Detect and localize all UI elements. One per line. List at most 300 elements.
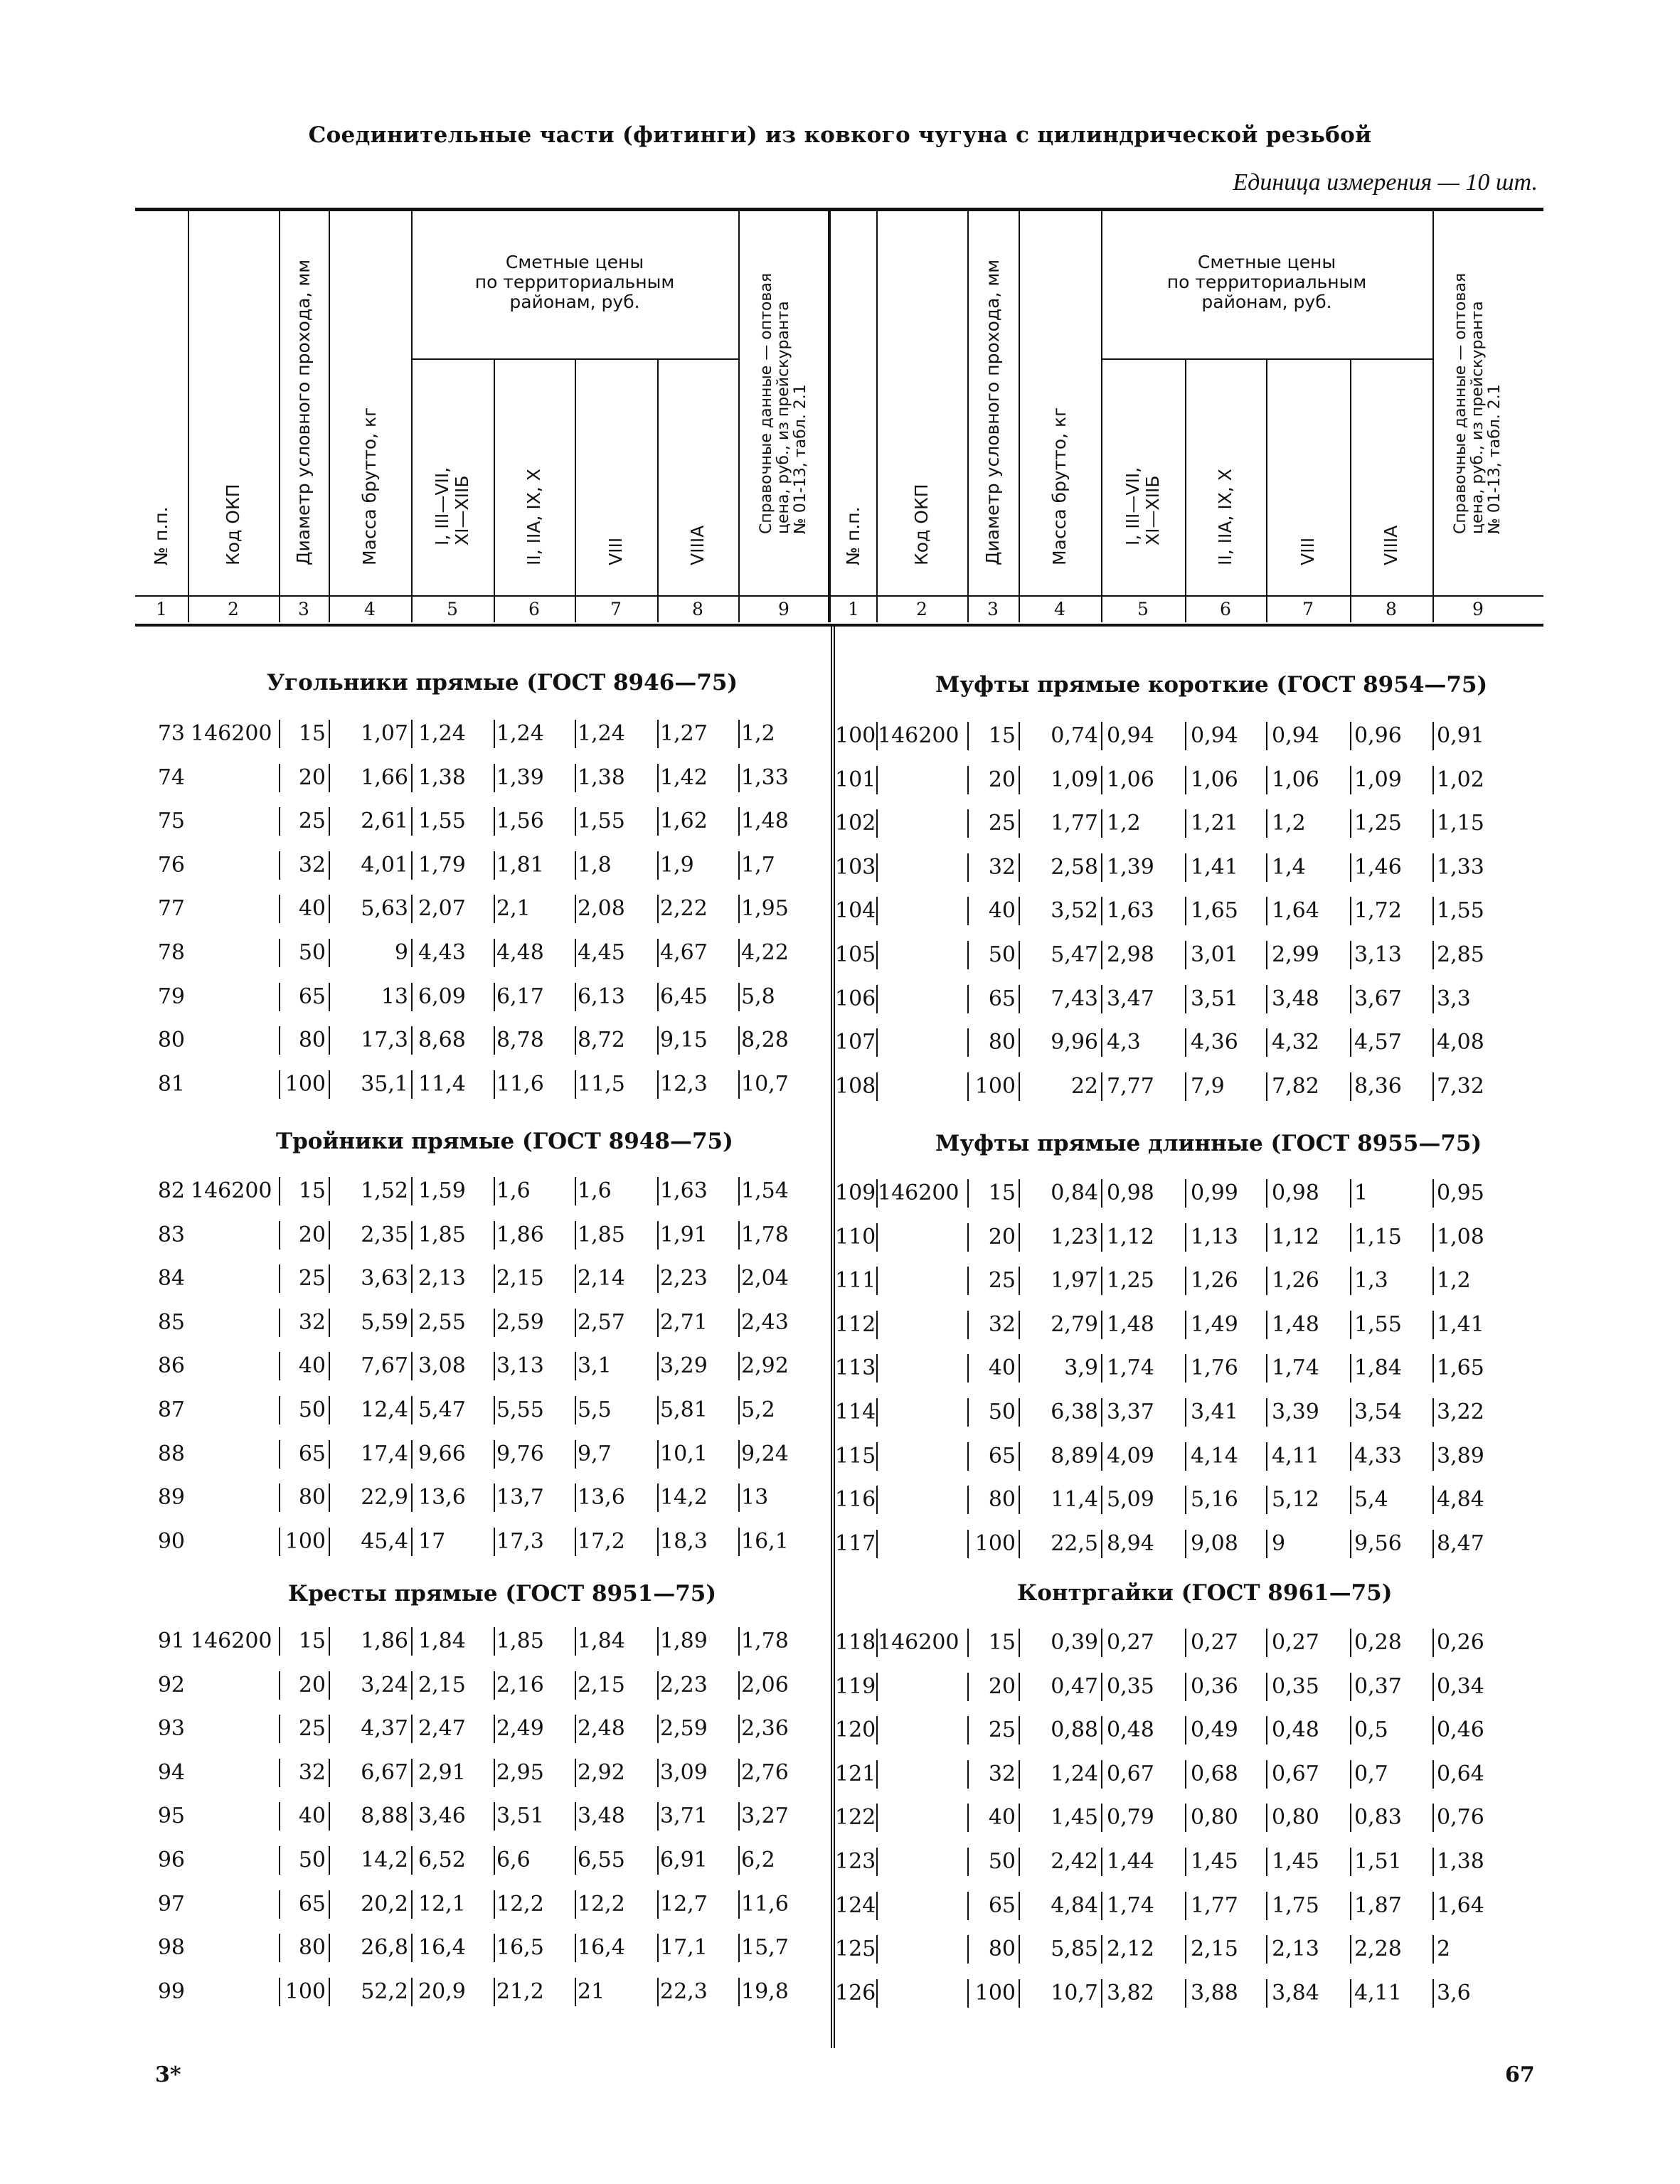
table-cell: 2,48: [578, 1716, 625, 1741]
table-cell: 0,27: [1191, 1630, 1238, 1655]
table-cell: 73: [157, 721, 185, 746]
table-cell: 1,56: [496, 809, 544, 833]
table-cell: 40: [988, 898, 1016, 923]
table-cell: 65: [988, 1893, 1016, 1918]
table-cell: 0,96: [1354, 723, 1402, 748]
table-cell: 10,7: [741, 1072, 789, 1097]
table-cell: 32: [298, 853, 326, 878]
table-cell: 5,63: [361, 896, 408, 921]
table-cell: 84: [157, 1266, 185, 1291]
table-cell: 4,3: [1107, 1030, 1141, 1055]
table-cell: 1,55: [578, 809, 625, 833]
table-cell: 1,48: [1107, 1312, 1154, 1337]
table-cell: 1,38: [418, 765, 466, 790]
table-cell: 5,47: [418, 1397, 466, 1422]
table-cell: 6,67: [361, 1760, 408, 1785]
table-cell: 13: [741, 1485, 769, 1510]
table-cell: 65: [298, 1892, 326, 1917]
table-cell: 5,4: [1354, 1487, 1388, 1512]
table-cell: 1,38: [1437, 1849, 1484, 1874]
table-row: [831, 1259, 1526, 1302]
hdr-r4-label: VIIIА: [687, 525, 708, 565]
table-cell: 3,71: [660, 1804, 708, 1828]
table-cell: 1,48: [741, 809, 789, 833]
table-cell: 146200: [191, 1629, 272, 1653]
table-row: [831, 802, 1526, 845]
table-cell: 8,78: [496, 1028, 544, 1053]
table-cell: 1,62: [660, 809, 708, 833]
table-cell: 80: [988, 1030, 1016, 1055]
table-row: [135, 1708, 831, 1750]
table-cell: 1,48: [1272, 1312, 1319, 1337]
table-cell: 1,09: [1051, 767, 1098, 792]
num-9: 9: [778, 599, 790, 619]
table-cell: 8,88: [361, 1804, 408, 1828]
table-cell: 0,5: [1354, 1717, 1388, 1742]
table-cell: 3,13: [1354, 942, 1402, 967]
table-cell: 1,55: [1354, 1312, 1402, 1337]
num-5: 5: [1137, 599, 1149, 619]
table-cell: 80: [157, 1028, 185, 1053]
table-cell: 1,52: [361, 1178, 408, 1203]
table-cell: 9,96: [1051, 1030, 1098, 1055]
table-cell: 2,49: [496, 1716, 544, 1741]
table-cell: 125: [835, 1937, 876, 1961]
table-cell: 1,65: [1191, 898, 1238, 923]
table-cell: 1,06: [1191, 767, 1238, 792]
num-4: 4: [364, 599, 376, 619]
table-cell: 20: [298, 1673, 326, 1698]
table-cell: 2,98: [1107, 942, 1154, 967]
hdr-col-code: [188, 211, 279, 595]
table-row: [831, 1753, 1526, 1796]
table-cell: 7,82: [1272, 1074, 1319, 1099]
table-cell: 9,56: [1354, 1531, 1402, 1556]
table-cell: 1,87: [1354, 1893, 1402, 1918]
table-cell: 40: [988, 1355, 1016, 1380]
table-cell: 2,92: [741, 1353, 789, 1378]
table-row: [135, 1389, 831, 1432]
table-cell: 1,41: [1437, 1312, 1484, 1337]
table-cell: 3,48: [1272, 986, 1319, 1011]
table-cell: 80: [298, 1485, 326, 1510]
table-cell: 4,11: [1272, 1444, 1319, 1469]
table-row: [135, 1476, 831, 1519]
table-cell: 22,3: [660, 1979, 708, 2004]
table-row: [135, 1063, 831, 1106]
num-1: 1: [156, 599, 167, 619]
table-row: [831, 1391, 1526, 1434]
table-cell: 1,38: [578, 765, 625, 790]
table-row: [135, 1883, 831, 1926]
table-cell: 76: [157, 853, 185, 878]
table-cell: 6,91: [660, 1848, 708, 1873]
table-cell: 0,98: [1272, 1181, 1319, 1205]
table-cell: 0,99: [1191, 1181, 1238, 1205]
table-cell: 146200: [878, 1181, 959, 1205]
table-cell: 1,44: [1107, 1849, 1154, 1874]
table-cell: 12,3: [660, 1072, 708, 1097]
table-cell: 1,9: [660, 853, 694, 878]
table-cell: 4,09: [1107, 1444, 1154, 1469]
num-2: 2: [916, 599, 927, 619]
table-cell: 2,23: [660, 1673, 708, 1698]
table-cell: 6,13: [578, 984, 625, 1009]
table-cell: 3,37: [1107, 1400, 1154, 1424]
table-cell: 6,2: [741, 1848, 775, 1873]
table-cell: 4,33: [1354, 1444, 1402, 1469]
table-cell: 12,2: [578, 1892, 625, 1917]
table-cell: 11,4: [418, 1072, 466, 1097]
hdr-no-label: № п.п.: [843, 506, 863, 565]
table-cell: 78: [157, 940, 185, 965]
table-cell: 95: [157, 1804, 185, 1828]
table-cell: 3,63: [361, 1266, 408, 1291]
table-cell: 114: [835, 1400, 876, 1424]
table-cell: 96: [157, 1848, 185, 1873]
table-cell: 1,15: [1354, 1225, 1402, 1250]
table-cell: 25: [988, 1717, 1016, 1742]
table-cell: 21: [578, 1979, 605, 2004]
table-cell: 3,48: [578, 1804, 625, 1828]
table-row: [831, 759, 1526, 801]
table-cell: 0,94: [1272, 723, 1319, 748]
table-cell: 0,79: [1107, 1805, 1154, 1830]
table-cell: 146200: [191, 721, 272, 746]
table-cell: 15: [988, 1181, 1016, 1205]
table-cell: 11,4: [1051, 1487, 1098, 1512]
table-row: [135, 1019, 831, 1062]
hdr-col-no: [135, 211, 188, 595]
hdr-r3-label: VIII: [1297, 537, 1318, 565]
table-cell: 13,6: [418, 1485, 466, 1510]
table-cell: 16,1: [741, 1529, 789, 1554]
table-cell: 2,35: [361, 1222, 408, 1247]
table-cell: 19,8: [741, 1979, 789, 2004]
table-cell: 12,7: [660, 1892, 708, 1917]
section-title-tees: Тройники прямые (ГОСТ 8948—75): [276, 1129, 733, 1154]
table-cell: 9: [394, 940, 408, 965]
table-cell: 4,45: [578, 940, 625, 965]
table-row: [831, 1304, 1526, 1346]
table-cell: 104: [835, 898, 876, 923]
table-cell: 102: [835, 811, 876, 836]
table-cell: 2,36: [741, 1716, 789, 1741]
table-cell: 87: [157, 1397, 185, 1422]
table-cell: 1,21: [1191, 811, 1238, 836]
table-cell: 32: [298, 1310, 326, 1335]
table-cell: 1,42: [660, 765, 708, 790]
table-cell: 74: [157, 765, 185, 790]
table-cell: 0,76: [1437, 1805, 1484, 1830]
hdr-col-r2: [494, 361, 575, 595]
table-row: [135, 1257, 831, 1300]
table-cell: 5,47: [1051, 942, 1098, 967]
num-6: 6: [1220, 599, 1231, 619]
table-cell: 80: [988, 1937, 1016, 1961]
table-cell: 106: [835, 986, 876, 1011]
table-cell: 2,59: [496, 1310, 544, 1335]
table-row: [135, 1971, 831, 2013]
table-cell: 25: [988, 811, 1016, 836]
table-cell: 1,33: [1437, 855, 1484, 880]
table-cell: 146200: [191, 1178, 272, 1203]
table-cell: 81: [157, 1072, 185, 1097]
table-cell: 0,84: [1051, 1181, 1098, 1205]
table-row: [831, 1065, 1526, 1108]
table-cell: 2,22: [660, 896, 708, 921]
table-cell: 2,07: [418, 896, 466, 921]
unit-note: Единица измерения — 10 шт.: [1233, 169, 1538, 196]
table-cell: 1,2: [1272, 811, 1306, 836]
table-cell: 6,17: [496, 984, 544, 1009]
table-cell: 1,74: [1107, 1893, 1154, 1918]
header-bottom-rule: [135, 624, 1543, 627]
table-cell: 20: [988, 1674, 1016, 1699]
table-cell: 0,68: [1191, 1762, 1238, 1786]
table-cell: 5,09: [1107, 1487, 1154, 1512]
table-row: [135, 1520, 831, 1563]
table-cell: 4,84: [1051, 1893, 1098, 1918]
table-row: [831, 1523, 1526, 1565]
table-cell: 25: [298, 1716, 326, 1741]
table-cell: 3,47: [1107, 986, 1154, 1011]
table-cell: 2,08: [578, 896, 625, 921]
table-cell: 1,86: [496, 1222, 544, 1247]
table-cell: 1,63: [660, 1178, 708, 1203]
table-cell: 4,37: [361, 1716, 408, 1741]
table-cell: 16,4: [418, 1935, 466, 1960]
table-cell: 17,3: [496, 1529, 544, 1554]
table-row: [831, 1928, 1526, 1971]
table-row: [831, 1216, 1526, 1259]
table-row: [135, 932, 831, 974]
table-cell: 1,49: [1191, 1312, 1238, 1337]
table-cell: 100: [974, 1531, 1016, 1556]
table-cell: 2,85: [1437, 942, 1484, 967]
table-cell: 9,76: [496, 1442, 544, 1466]
table-cell: 93: [157, 1716, 185, 1741]
table-cell: 50: [298, 1848, 326, 1873]
table-row: [831, 1172, 1526, 1215]
table-cell: 4,84: [1437, 1487, 1484, 1512]
table-row: [831, 890, 1526, 932]
table-cell: 6,55: [578, 1848, 625, 1873]
table-cell: 1,89: [660, 1629, 708, 1653]
table-cell: 2,58: [1051, 855, 1098, 880]
table-cell: 3,22: [1437, 1400, 1484, 1424]
table-cell: 2,15: [496, 1266, 544, 1291]
section-title-crosses: Кресты прямые (ГОСТ 8951—75): [288, 1581, 717, 1607]
table-cell: 9,15: [660, 1028, 708, 1053]
table-cell: 17,1: [660, 1935, 708, 1960]
table-cell: 1,55: [1437, 898, 1484, 923]
table-cell: 103: [835, 855, 876, 880]
table-cell: 4,57: [1354, 1030, 1402, 1055]
table-row: [831, 1021, 1526, 1064]
hdr-r2-label: II, IIА, IX, X: [1215, 469, 1235, 565]
table-cell: 1,09: [1354, 767, 1402, 792]
table-cell: 6,09: [418, 984, 466, 1009]
hdr-col-r3: [575, 361, 657, 595]
table-row: [135, 1795, 831, 1838]
table-cell: 4,36: [1191, 1030, 1238, 1055]
table-cell: 32: [988, 1312, 1016, 1337]
table-cell: 1,76: [1191, 1355, 1238, 1380]
table-cell: 9,7: [578, 1442, 612, 1466]
hdr-price-group: Сметные цены по территориальным районам, руб.: [474, 252, 675, 312]
table-cell: 1,6: [578, 1178, 612, 1203]
table-cell: 65: [988, 986, 1016, 1011]
table-cell: 21,2: [496, 1979, 544, 2004]
table-cell: 2,99: [1272, 942, 1319, 967]
table-cell: 1,85: [418, 1222, 466, 1247]
table-cell: 79: [157, 984, 185, 1009]
table-cell: 1,81: [496, 853, 544, 878]
table-cell: 2,15: [578, 1673, 625, 1698]
table-cell: 0,35: [1272, 1674, 1319, 1699]
table-cell: 121: [835, 1762, 876, 1786]
table-cell: 2,16: [496, 1673, 544, 1698]
section-title-long-couplings: Муфты прямые длинные (ГОСТ 8955—75): [935, 1131, 1482, 1156]
hdr-col-r1: [411, 361, 494, 595]
table-cell: 1,46: [1354, 855, 1402, 880]
table-cell: 5,59: [361, 1310, 408, 1335]
table-cell: 0,26: [1437, 1630, 1484, 1655]
table-cell: 8,89: [1051, 1444, 1098, 1469]
table-cell: 101: [835, 767, 876, 792]
hdr-r1-label: I, III—VII, XI—XIIБ: [432, 467, 472, 545]
hdr-no-label: № п.п.: [151, 506, 171, 565]
table-cell: 4,48: [496, 940, 544, 965]
table-row: [135, 1345, 831, 1387]
num-3: 3: [298, 599, 309, 619]
table-cell: 100: [285, 1072, 326, 1097]
table-cell: 5,12: [1272, 1487, 1319, 1512]
table-cell: 3,84: [1272, 1981, 1319, 2005]
table-cell: 14,2: [660, 1485, 708, 1510]
table-row: [831, 1347, 1526, 1390]
table-row: [135, 1752, 831, 1794]
table-cell: 6,38: [1051, 1400, 1098, 1424]
num-1: 1: [848, 599, 859, 619]
table-cell: 8,47: [1437, 1531, 1484, 1556]
table-cell: 0,67: [1107, 1762, 1154, 1786]
table-cell: 1,12: [1272, 1225, 1319, 1250]
table-cell: 111: [835, 1268, 876, 1293]
table-cell: 117: [835, 1531, 876, 1556]
table-cell: 1,3: [1354, 1268, 1388, 1293]
table-cell: 52,2: [361, 1979, 408, 2004]
table-cell: 119: [835, 1674, 876, 1699]
table-cell: 1,25: [1107, 1268, 1154, 1293]
table-cell: 0,35: [1107, 1674, 1154, 1699]
hdr-col-diam: [279, 211, 329, 595]
table-cell: 16,5: [496, 1935, 544, 1960]
table-row: [135, 1170, 831, 1213]
table-cell: 1,02: [1437, 767, 1484, 792]
table-cell: 1,51: [1354, 1849, 1402, 1874]
table-cell: 1,45: [1191, 1849, 1238, 1874]
table-cell: 1,2: [1107, 811, 1141, 836]
table-cell: 25: [988, 1268, 1016, 1293]
table-row: [831, 1435, 1526, 1478]
table-cell: 1,08: [1437, 1225, 1484, 1250]
table-cell: 10,7: [1051, 1981, 1098, 2005]
table-cell: 77: [157, 896, 185, 921]
table-cell: 13,7: [496, 1485, 544, 1510]
table-cell: 25: [298, 1266, 326, 1291]
table-cell: 15: [298, 721, 326, 746]
num-7: 7: [1302, 599, 1314, 619]
table-cell: 2,92: [578, 1760, 625, 1785]
table-cell: 8,94: [1107, 1531, 1154, 1556]
table-cell: 3,82: [1107, 1981, 1154, 2005]
table-cell: 1,7: [741, 853, 775, 878]
num-8: 8: [1386, 599, 1397, 619]
hdr-col-r4: [657, 361, 738, 595]
hdr-r2-label: II, IIА, IX, X: [523, 469, 544, 565]
table-row: [831, 934, 1526, 976]
table-cell: 82: [157, 1178, 185, 1203]
table-row: [135, 713, 831, 755]
table-cell: 8,68: [418, 1028, 466, 1053]
table-cell: 2,61: [361, 809, 408, 833]
table-cell: 50: [298, 940, 326, 965]
table-cell: 40: [298, 1353, 326, 1378]
table-cell: 3,01: [1191, 942, 1238, 967]
table-cell: 1,55: [418, 809, 466, 833]
table-cell: 0,37: [1354, 1674, 1402, 1699]
table-cell: 16,4: [578, 1935, 625, 1960]
table-cell: 2,13: [1272, 1937, 1319, 1961]
table-cell: 1,91: [660, 1222, 708, 1247]
table-cell: 0,34: [1437, 1674, 1484, 1699]
hdr-col-no: [831, 211, 876, 595]
table-cell: 100: [285, 1529, 326, 1554]
table-cell: 3,51: [1191, 986, 1238, 1011]
table-cell: 5,81: [660, 1397, 708, 1422]
table-cell: 1,97: [1051, 1268, 1098, 1293]
hdr-code-label: Код ОКП: [223, 484, 243, 565]
table-cell: 4,11: [1354, 1981, 1402, 2005]
table-cell: 65: [298, 984, 326, 1009]
table-cell: 7,77: [1107, 1074, 1154, 1099]
table-cell: 112: [835, 1312, 876, 1337]
table-cell: 0,36: [1191, 1674, 1238, 1699]
table-cell: 4,08: [1437, 1030, 1484, 1055]
table-cell: 15: [988, 1630, 1016, 1655]
table-cell: 7,9: [1191, 1074, 1225, 1099]
table-cell: 8,72: [578, 1028, 625, 1053]
table-cell: 2,14: [578, 1266, 625, 1291]
table-cell: 2,15: [418, 1673, 466, 1698]
table-cell: 1,84: [1354, 1355, 1402, 1380]
table-cell: 0,74: [1051, 723, 1098, 748]
table-cell: 1,39: [1107, 855, 1154, 880]
table-cell: 1,24: [1051, 1762, 1098, 1786]
table-cell: 2,47: [418, 1716, 466, 1741]
table-cell: 1,26: [1191, 1268, 1238, 1293]
table-row: [135, 1839, 831, 1882]
hdr-col-r3: [1266, 361, 1350, 595]
table-cell: 50: [988, 1400, 1016, 1424]
table-cell: 98: [157, 1935, 185, 1960]
hdr-mass-label: Масса брутто, кг: [1049, 407, 1070, 565]
table-cell: 85: [157, 1310, 185, 1335]
table-cell: 2,04: [741, 1266, 789, 1291]
num-6: 6: [528, 599, 540, 619]
